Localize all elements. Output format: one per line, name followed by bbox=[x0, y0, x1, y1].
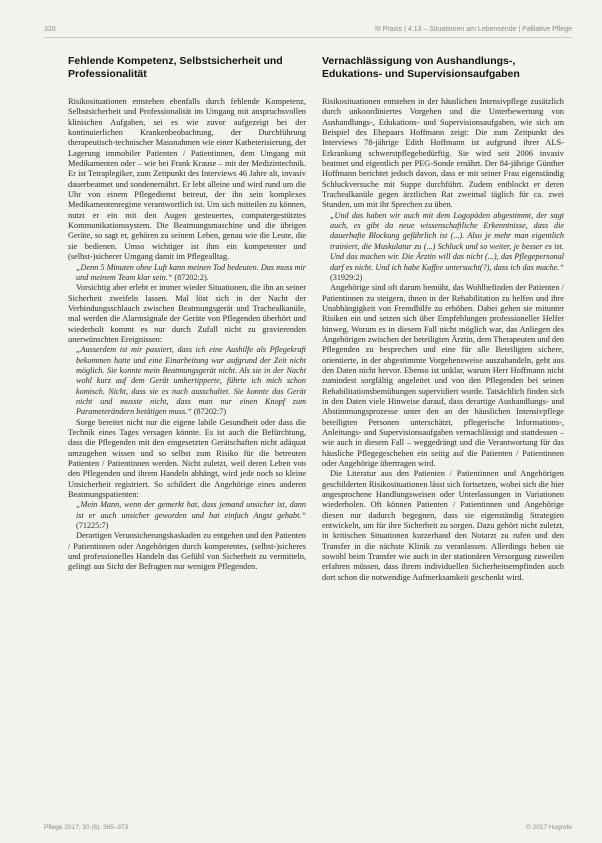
paragraph: Risikosituationen entstehen ebenfalls durch fehlende Kompetenz, Selbstsicherheit und Professionalität im Umgang mit anspruchsvollen klinischen Aufgaben, sei es wie zuvor aufgezeigt bei der kontinuierlichen Krankenbeobachtung, der Durchführung therapeutisch-technischer Massnahmen wie einer Katheterisierung, der Lagerung immobiler Patienten / Patientinnen, dem Umgang mit Medikamenten oder – wie bei Frank Krause – mit der Medizintechnik. Er ist Tetraplegiker, zum Zeitpunkt des Interviews 46 Jahre alt, invasiv dauerbeatmet und sondenernährt. Er lebt alleine und wird rund um die Uhr von einem Pflegedienst betreut, der ihn sein komplexes Medikamentenregime verantwortlich ist. Um sich mitteilen zu können, nutzt er ein mit den Augen gesteuertes, computergestütztes Kommunikationssystem. Die Beatmungsmaschine und die übrigen Geräte, so sagt er, gehören zu seinem Leben, genau wie die Leute, die sie bedienen. Umso wichtiger ist ihm ein kompetenter und (selbst-)sicherer Umgang damit im Pflegealltag. bbox=[68, 97, 306, 262]
quote-text: „Ausserdem ist mir passiert, dass ich eine Aushilfe als Pflegekraft bekommen hatte und eine Einarbeitung war aufgrund der Zeit nicht möglich. Sie konnte mein Beatmungsgerät nicht. Als sie in der Nacht wohl kurz auf dem Gerät umhertipperte, führte ich mich schon komisch. Nicht, dass sie es nach ausschaltet. Sie konnte das Gerät nicht und musste nicht, dass man nur einen Knopf zum Parameterändern betätigen muss.“ bbox=[76, 345, 306, 417]
quote bbox=[76, 345, 306, 417]
right-column bbox=[322, 55, 564, 803]
quote-text: „Mein Mann, wenn der gemerkt hat, dass jemand unsicher ist, dann ist er auch unsicher geworden und hat einfach Angst gehabt.“ bbox=[76, 500, 306, 520]
quote-reference: (87202:7) bbox=[193, 407, 227, 417]
quote-text: „Denn 5 Minuten ohne Luft kann meinen Tod bedeuten. Das muss mir und meinem Team klar sein.“ bbox=[76, 262, 306, 282]
quote bbox=[330, 211, 564, 283]
paragraph: Die Literatur aus den Patienten / Patientinnen und Angehörigen geschilderten Risikosituationen lässt sich fortsetzen, wobei sich die hier angesprochene Handlungsweisen oder Unterlassungen in Variationen wiederholen. Oft können Patienten / Patientinnen und Angehörige diesen nur dadurch begegnen, dass sie eigenständig Strategien entwickeln, um für ihre Sicherheit zu sorgen. Dazu gehört nicht zuletzt, in kritischen Situationen kurzerhand den Notarzt zu rufen und den Transfer in die nächste Klinik zu veranlassen. Allerdings heben sie sowohl beim Transfer wie auch in der stationären Versorgung zuweilen erfahren müssen, dass ihrem individuellen Sicherheitsempfinden auch dort schon die notwendige Aufmerksamkeit geschenkt wird. bbox=[322, 469, 564, 582]
quote bbox=[76, 263, 306, 284]
paragraph: Angehörige sind oft darum bemüht, das Wohlbefinden der Patienten / Patientinnen zu steigern, ihnen in der Rehabilitation zu helfen und ihre Unabhängigkeit von Fremdhilfe zu erhöhen. Dabei gehen sie mitunter Risiken ein und setzen sich über Empfehlungen professioneller Helfer hinweg. Worum es in diesem Fall nicht möglich war, das Anliegen des Angehörigen zwischen der beteiligten Ärztin, dem Therapeuten und den Pflegenden zu besprechen und eine für alle Beteiligten sichere, orientierte, in der abgestimmte Vorgehensweise auszuhandeln, geht aus den Daten nicht hervor. Ebenso ist unklar, warum Herr Hoffmann nicht zumindest sorgfältig angeleitet und von den Pflegenden bei seinen Rehabilitationsbemühungen supervidiert wurde. Tatsächlich finden sich in den Daten viele Hinweise darauf, dass derartige Aushandlungs- und Abstimmungsprozesse unter den an der häuslichen Intensivpflege beteiligten Personen unterschätzt, pflegerische Informations-, Anleitungs- und Supervisionsaufgaben vernachlässigt und stattdessen – wie auch in diesem Fall – weggedrängt und die Verantwortung für das häusliche Pflegegeschehen ein seitig auf die Patienten / Patientinnen oder Angehörige übertragen wird. bbox=[322, 283, 564, 469]
quote bbox=[76, 500, 306, 531]
quote-reference: (87202:2). bbox=[174, 272, 209, 282]
footer bbox=[44, 824, 572, 831]
page-number: 320 bbox=[44, 26, 56, 33]
paragraph: Sorge bereitet nicht nur die eigene labile Gesundheit oder dass die Technik eines Tages versagen könnte. Es ist auch die Befürchtung, dass die Pflegenden mit den eingesetzten Gerätschaften nicht adäquat umzugehen wissen und so selbst zum Risiko für die betreuten Patienten / Patientinnen werden. Nicht zuletzt, weil deren Leben von den Pflegenden und ihrem Handeln abhängt, wird jede noch so kleine Unsicherheit registriert. So schildert die Angehörige eines anderen Beatmungspatienten: bbox=[68, 417, 306, 500]
quote-reference: (31929:2) bbox=[330, 272, 363, 282]
paragraph: Risikosituationen entstehen in der häuslichen Intensivpflege zusätzlich durch unkoordiniertes Vorgehen und die Unterbewertung von Aushandlungs-, Edukations- und Supervisionsaufgaben, wie sich am Beispiel des Ehepaars Hoffmann zeigt: Die zum Zeitpunkt des Interviews 78-jährige Edith Hoffmann ist aufgrund ihrer ALS-Erkrankung schwerstpflegebedürftig. Sie wird seit 2006 invasiv beatmet und eigentlich per PEG-Sonde ernährt. Der 84-jährige Günther Hoffmann berichtet jedoch davon, dass er mit seiner Frau eigenständig Schluckversuche mit Suppe durchführt. Zudem entblockt er deren Trachealkanüle gegen ärztlichen Rat zweimal täglich für ca. zwei Stunden, um mit ihr Sprechen zu üben. bbox=[322, 97, 564, 210]
running-head bbox=[44, 26, 572, 33]
header-rule bbox=[44, 37, 572, 38]
section-heading-negotiation: Vernachlässigung von Aushandlungs-, Edukations- und Supervisionsaufgaben bbox=[322, 55, 520, 80]
journal-citation: Pflege 2017; 30 (6): 365–373 bbox=[44, 824, 129, 831]
paragraph: Vorsichtig aber erlebt er immer wieder Situationen, die ihn an seiner Sicherheit zweifeln lassen. Mal löst sich in der Nacht der Verbindungsschlauch zwischen Beatmungsgerät und Trachealkanüle, mal werden die Alarmsignale der Geräte von Pflegenden überhört und wiederholt kommt es nur durch Zufall nicht zu gravierenden unerwünschten Ereignissen: bbox=[68, 283, 306, 344]
left-column bbox=[68, 55, 306, 803]
paragraph: Derartigen Verunsicherungskaskaden zu entgehen und den Patienten / Patientinnen oder Angehörigen durch kompetentes, (selbst-)sicheres und professionelles Handeln das Gefühl von Sicherheit zu vermitteln, gelingt aus Sicht der Befragten nur wenigen Pflegenden. bbox=[68, 531, 306, 572]
running-title: III Praxis | 4.13 – Situationen am Lebensende | Palliative Pflege bbox=[374, 26, 572, 33]
quote-reference: (71225:7) bbox=[76, 521, 109, 531]
quote-text: „Und das haben wir auch mit dem Logopäden abgestimmt, der sagt auch, es gibt da neue wissenschaftliche Erkenntnisse, dass die dauerhafte Blockung gefährlich ist (...). Also je mehr man eigentlich trainiert, die Muskulatur zu (...) Schluck und so weiter, je besser es ist. Und das machen wir. Die Ärztin will das nicht (...), das Pflegepersonal darf es nicht. Und ich habe Kaffee untersucht(?), dass ich das mache.“ bbox=[330, 210, 564, 272]
publisher-credit: © 2017 Hogrefe bbox=[526, 824, 572, 831]
section-heading-competence: Fehlende Kompetenz, Selbstsicherheit und Professionalität bbox=[68, 55, 283, 80]
